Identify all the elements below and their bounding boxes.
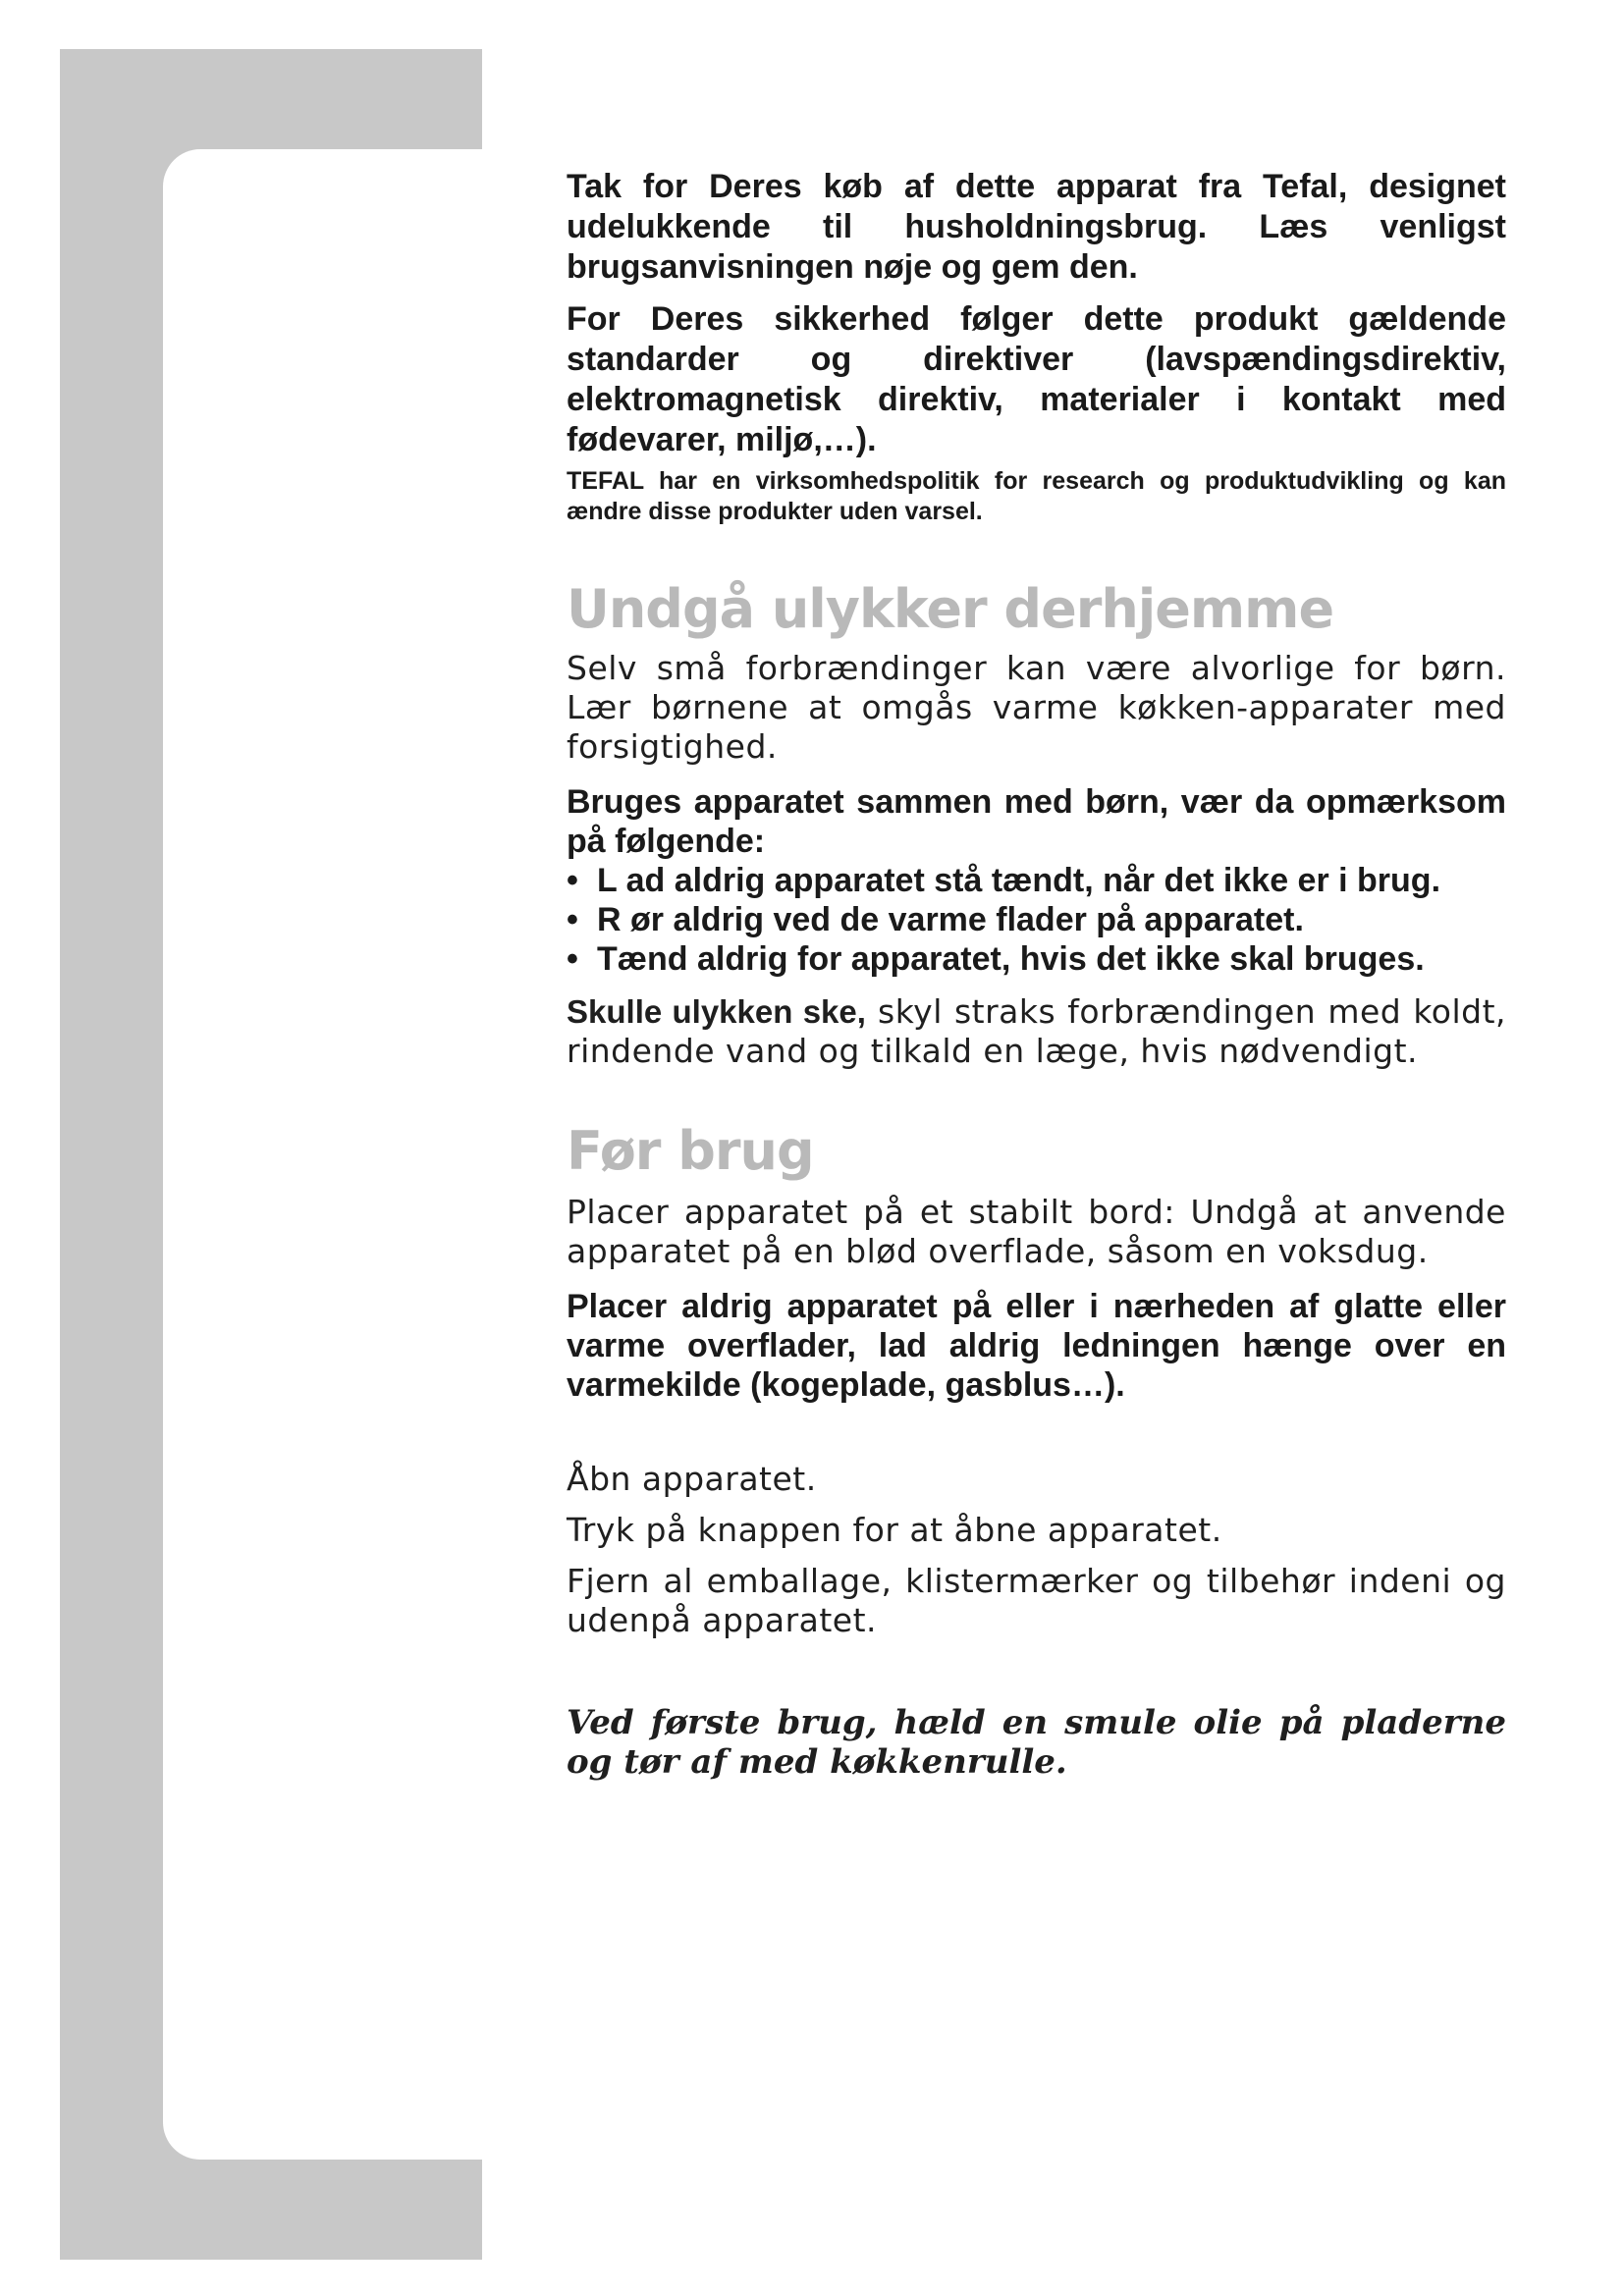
step-press-button: Tryk på knappen for at åbne apparatet. xyxy=(567,1511,1222,1549)
before-use-warning: Placer aldrig apparatet på eller i nærheden af glatte eller varme overflader, lad aldrig ledningen hænge over en varmekilde (kogeplade, gasblus…). xyxy=(567,1288,1506,1404)
accidents-children-lead: Bruges apparatet sammen med børn, vær da opmærksom på følgende: xyxy=(567,783,1506,860)
bullet-icon: • xyxy=(567,940,578,978)
step-open-appliance: Åbn apparatet. xyxy=(567,1460,817,1498)
accidents-first-aid-bold: Skulle ulykken ske, xyxy=(567,993,866,1030)
intro-paragraph-purchase: Tak for Deres køb af dette apparat fra Tefal, designet udelukkende til husholdningsbrug. Læs venligst brugsanvisningen nøje og gem den. xyxy=(567,168,1506,286)
accidents-bullet-list xyxy=(567,861,1506,979)
intro-paragraph-safety: For Deres sikkerhed følger dette produkt gældende standarder og direktiver (lavspændingsdirektiv, elektromagnetisk direktiv, materialer i kontakt med fødevarer, miljø,…). xyxy=(567,300,1506,458)
heading-before-use: Før brug xyxy=(567,1120,814,1182)
step-remove-packaging: Fjern al emballage, klistermærker og tilbehør indeni og udenpå apparatet. xyxy=(567,1562,1506,1639)
accidents-first-aid xyxy=(567,992,1506,1071)
list-item: • L ad aldrig apparatet stå tændt, når det ikke er i brug. xyxy=(567,862,1441,899)
intro-paragraph-policy: TEFAL har en virksomhedspolitik for research og produktudvikling og kan ændre disse produkter uden varsel. xyxy=(567,467,1506,525)
side-margin-cutout xyxy=(163,149,487,2160)
heading-avoid-accidents: Undgå ulykker derhjemme xyxy=(567,578,1334,640)
accidents-paragraph-burns: Selv små forbrændinger kan være alvorlige for børn. Lær børnene at omgås varme køkken-apparater med forsigtighed. xyxy=(567,649,1506,766)
accidents-first-aid-text: skyl straks forbrændingen med koldt, rindende vand og tilkald en læge, hvis nødvendigt. xyxy=(567,992,1507,1070)
page-content xyxy=(567,167,1506,1782)
before-use-placement: Placer apparatet på et stabilt bord: Undgå at anvende apparatet på en blød overflade, såsom en voksdug. xyxy=(567,1193,1506,1270)
first-use-note: Ved første brug, hæld en smule olie på pladerne og tør af med køkkenrulle. xyxy=(567,1703,1506,1782)
bullet-icon: • xyxy=(567,862,578,899)
bullet-icon: • xyxy=(567,901,578,938)
list-item: • Tænd aldrig for apparatet, hvis det ikke skal bruges. xyxy=(567,940,1425,978)
list-item: • R ør aldrig ved de varme flader på apparatet. xyxy=(567,901,1304,938)
